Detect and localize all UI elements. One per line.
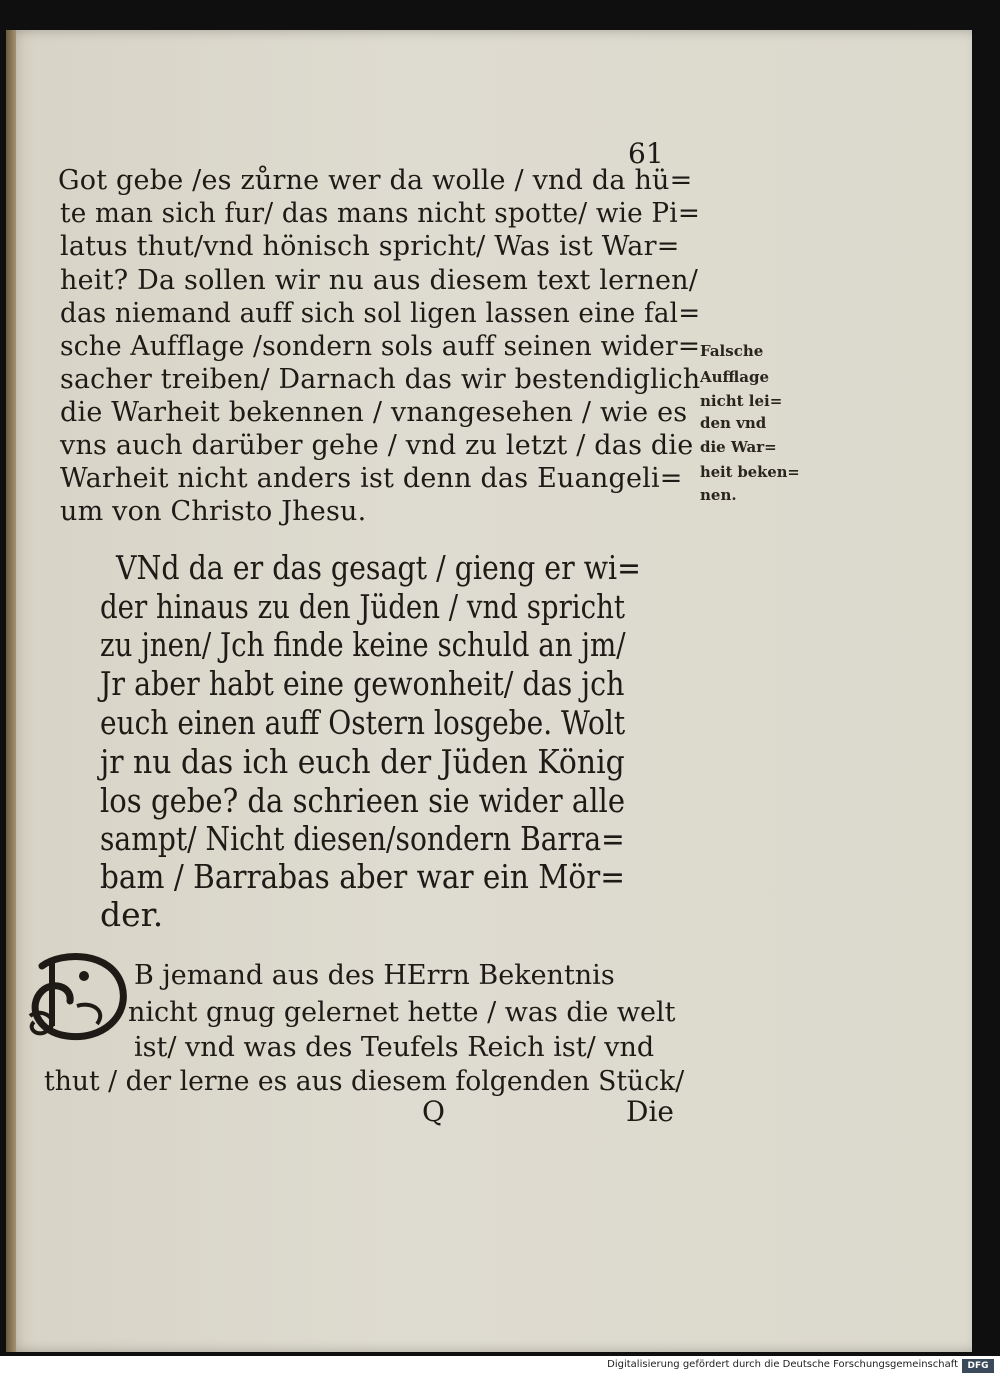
text-line: sacher treiben/ Darnach das wir bestendiglich <box>60 364 701 395</box>
signature-mark: Q <box>422 1095 445 1128</box>
text-line: bam / Barrabas aber war ein Mör= <box>100 857 626 896</box>
dfg-logo: DFG <box>962 1359 994 1373</box>
text-line: sampt/ Nicht diesen/sondern Barra= <box>100 819 625 858</box>
text-line: te man sich fur/ das mans nicht spotte/ wie Pi= <box>60 198 701 229</box>
footer-bar <box>0 1356 1000 1377</box>
text-line: ist/ vnd was des Teufels Reich ist/ vnd <box>134 1032 655 1063</box>
text-line: Got gebe /es zůrne wer da wolle / vnd da hü= <box>58 165 693 196</box>
text-line: thut / der lerne es aus diesem folgenden Stück/ <box>44 1066 685 1097</box>
catchword: Die <box>626 1095 674 1128</box>
text-line: nicht gnug gelernet hette / was die welt <box>128 997 676 1028</box>
marginal-line: Falsche <box>700 342 764 360</box>
text-line: sche Aufflage /sondern sols auff seinen wider= <box>60 331 701 362</box>
marginal-line: nicht lei= <box>700 392 783 410</box>
marginal-line: die War= <box>700 438 777 456</box>
text-line: latus thut/vnd hönisch spricht/ Was ist War= <box>60 231 680 262</box>
page-number: 61 <box>628 137 664 170</box>
marginal-line: heit beken= <box>700 463 800 481</box>
text-line: die Warheit bekennen / vnangesehen / wie es <box>60 397 688 428</box>
text-line: vns auch darüber gehe / vnd zu letzt / das die <box>60 430 694 461</box>
marginal-line: den vnd <box>700 414 767 432</box>
text-line: los gebe? da schrieen sie wider alle <box>100 781 626 820</box>
text-line: das niemand auff sich sol ligen lassen eine fal= <box>60 298 701 329</box>
text-line: euch einen auff Ostern losgebe. Wolt <box>100 703 626 742</box>
text-line: um von Christo Jhesu. <box>60 496 367 527</box>
text-line: der. <box>100 895 164 934</box>
text-line: B jemand aus des HErrn Bekentnis <box>134 960 615 991</box>
decorated-initial-ornament <box>22 946 132 1044</box>
text-line: VNd da er das gesagt / gieng er wi= <box>116 548 641 587</box>
text-line: heit? Da sollen wir nu aus diesem text lernen/ <box>60 265 699 296</box>
text-line: Jr aber habt eine gewonheit/ das jch <box>100 664 625 703</box>
page-spine-edge <box>6 30 16 1352</box>
text-line: der hinaus zu den Jüden / vnd spricht <box>100 587 626 626</box>
marginal-line: nen. <box>700 486 737 504</box>
text-line: zu jnen/ Jch finde keine schuld an jm/ <box>100 625 626 664</box>
marginal-line: Aufflage <box>700 368 770 386</box>
funding-credit: Digitalisierung gefördert durch die Deutsche Forschungsgemeinschaft <box>607 1359 958 1370</box>
text-line: jr nu das ich euch der Jüden König <box>100 742 625 781</box>
text-line: Warheit nicht anders ist denn das Euangeli= <box>60 463 683 494</box>
